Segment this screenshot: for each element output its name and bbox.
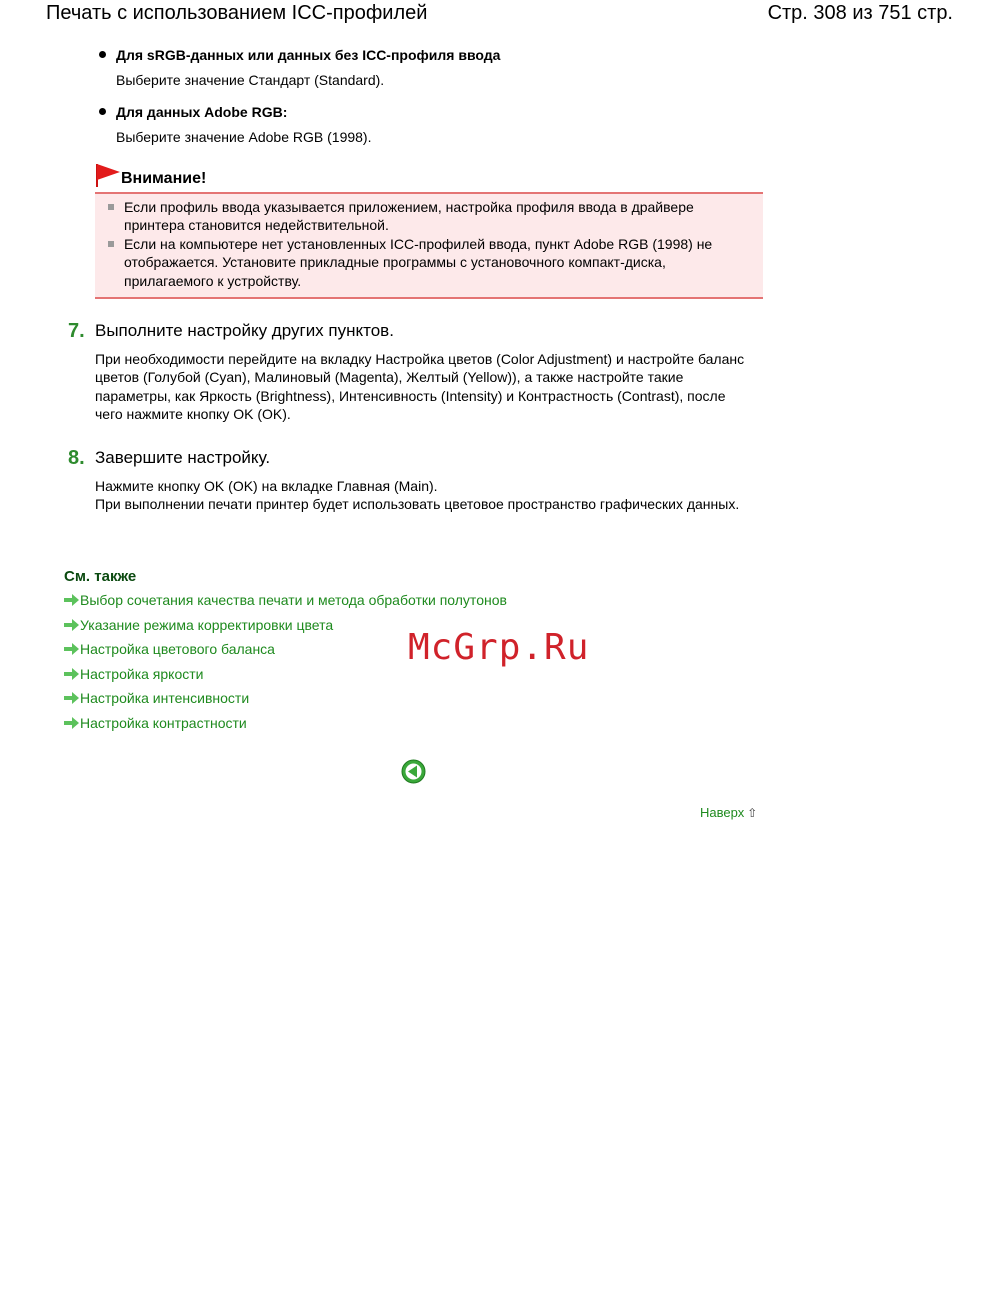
arrow-up-icon: ⇧ <box>747 806 758 820</box>
bullet-heading: Для данных Adobe RGB: <box>98 103 738 121</box>
step-number: 8. <box>68 447 85 469</box>
page-header <box>0 0 1000 30</box>
step-text: Нажмите кнопку OK (OK) на вкладке Главная (Main). При выполнении печати принтер будет использовать цветовое пространство графических данных. <box>95 478 740 513</box>
step-text: При необходимости перейдите на вкладку Настройка цветов (Color Adjustment) и настройте баланс цветов (Голубой (Cyan), Малиновый (Magenta), Желтый (Yellow)), а также настройте такие параметры, как Яркость (Brightness), Интенсивность (Intensity) и Контрастность (Contrast), после чего нажмите кнопку OK (OK). <box>95 351 745 422</box>
bullet-dot-icon <box>99 108 106 115</box>
red-flag-icon <box>95 162 121 188</box>
green-arrow-icon <box>64 643 79 655</box>
step-title: Выполните настройку других пунктов. <box>95 321 394 340</box>
bullet-description: Выберите значение Adobe RGB (1998). <box>116 129 372 145</box>
caution-header <box>95 162 763 192</box>
step-number: 7. <box>68 320 85 342</box>
bullet-description: Выберите значение Стандарт (Standard). <box>116 72 385 88</box>
bullet-item <box>98 46 738 89</box>
see-also-link[interactable]: Настройка цветового баланса <box>64 640 664 665</box>
see-also-link[interactable]: Настройка интенсивности <box>64 689 664 714</box>
caution-item: Если профиль ввода указывается приложением, настройка профиля ввода в драйвере принтера становится недействительной. <box>107 198 755 235</box>
see-also-link[interactable]: Настройка контрастности <box>64 714 664 739</box>
caution-box <box>95 162 763 299</box>
square-bullet-icon <box>108 204 114 210</box>
step-title: Завершите настройку. <box>95 448 271 467</box>
to-top-link[interactable]: Наверх ⇧ <box>700 805 758 820</box>
green-arrow-icon <box>64 717 79 729</box>
green-arrow-icon <box>64 594 79 606</box>
bullet-heading: Для sRGB-данных или данных без ICC-профиля ввода <box>98 46 738 64</box>
square-bullet-icon <box>108 241 114 247</box>
step-7 <box>66 320 746 423</box>
page-title: Печать с использованием ICC-профилей <box>46 2 428 24</box>
caution-body <box>95 192 763 299</box>
caution-title: Внимание! <box>121 170 207 187</box>
green-arrow-icon <box>64 692 79 704</box>
back-arrow-icon[interactable] <box>401 759 426 784</box>
watermark: McGrp.Ru <box>408 627 590 668</box>
see-also-link[interactable]: Указание режима корректировки цвета <box>64 616 664 641</box>
green-arrow-icon <box>64 668 79 680</box>
green-arrow-icon <box>64 619 79 631</box>
bullet-item <box>98 103 738 146</box>
see-also-link[interactable]: Настройка яркости <box>64 665 664 690</box>
caution-item: Если на компьютере нет установленных ICC-профилей ввода, пункт Adobe RGB (1998) не отображается. Установите прикладные программы с установочного компакт-диска, прилагаемого к устройству. <box>107 235 755 290</box>
see-also-title: См. также <box>64 568 137 585</box>
page-number: Стр. 308 из 751 стр. <box>767 2 953 24</box>
bullet-dot-icon <box>99 51 106 58</box>
step-8 <box>66 447 746 514</box>
see-also-link[interactable]: Выбор сочетания качества печати и метода обработки полутонов <box>64 591 664 616</box>
